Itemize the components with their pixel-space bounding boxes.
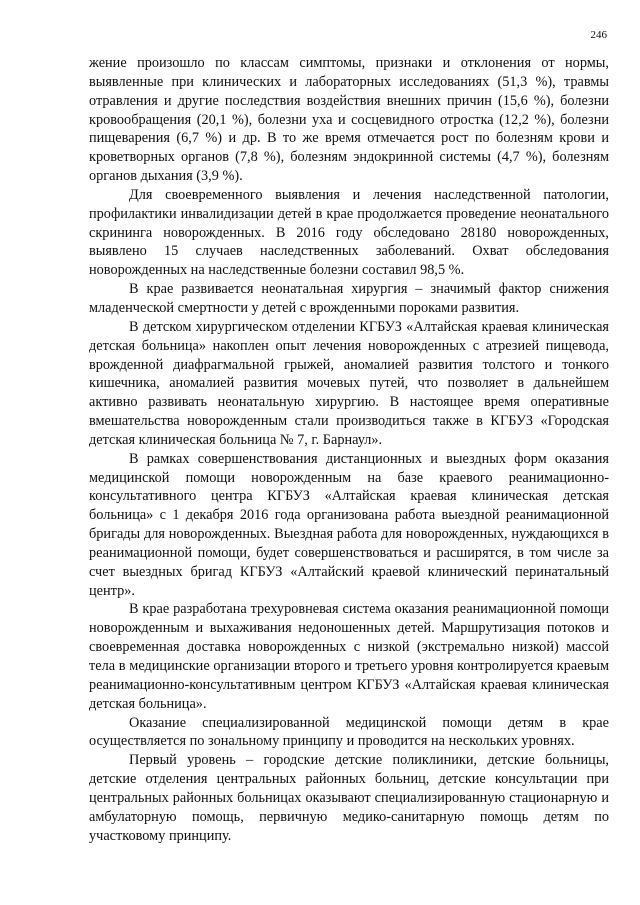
paragraph-three-level-system: В крае разработана трехуровневая система оказания реанимационной помощи новорожденным и выхаживания недоношенных детей. Маршрутизация потоков и своевременная доставка новорожденных с низкой (экстремально низкой) массой тела в медицинские организации второго и третьего уровня контролируется краевым реанимационно-консультативным центром КГБУЗ «Алтайская краевая клиническая детская больница». (89, 601, 609, 712)
paragraph-surgical-department: В детском хирургическом отделении КГБУЗ «Алтайская краевая клиническая детская больница» накоплен опыт лечения новорожденных с атрезией пищевода, врожденной диафрагмальной грыжей, аномалией развития толстого и тонкого кишечника, аномалией развития мочевых путей, что позволяет в дальнейшем активно развивать неонатальную хирургию. В настоящее время оперативные вмешательства новорожденным стали производиться также в КГБУЗ «Городская детская клиническая больница № 7, г. Барнаул». (89, 318, 609, 448)
document-body (89, 54, 609, 845)
paragraph-disease-growth: жение произошло по классам симптомы, признаки и отклонения от нормы, выявленные при клинических и лабораторных исследованиях (51,3 %), травмы отравления и другие последствия воздействия внешних причин (15,6 %), болезни кровообращения (20,1 %), болезни уха и сосцевидного отростка (12,2 %), болезни пищеварения (6,7 %) и др. В то же время отмечается рост по болезням крови и кроветворных органов (7,8 %), болезням эндокринной системы (4,7 %), болезням органов дыхания (3,9 %). (89, 55, 609, 185)
paragraph-neonatal-surgery: В крае развивается неонатальная хирургия – значимый фактор снижения младенческой смертности у детей с врожденными пороками развития. (89, 281, 609, 316)
paragraph-zonal-principle: Оказание специализированной медицинской помощи детям в крае осуществляется по зональному принципу и проводится на нескольких уровнях. (89, 714, 609, 750)
paragraph-neonatal-screening: Для своевременного выявления и лечения наследственной патологии, профилактики инвалидизации детей в крае продолжается проведение неонатального скрининга новорожденных. В 2016 году обследовано 28180 новорожденных, выявлено 15 случаев наследственных заболеваний. Охват обследования новорожденных на наследственные болезни составил 98,5 %. (89, 186, 609, 279)
page-number: 246 (590, 29, 607, 41)
paragraph-first-level: Первый уровень – городские детские поликлиники, детские больницы, детские отделения центральных районных больниц, детские консультации при центральных районных больницах оказывают специализированную стационарную и амбулаторную помощь, первичную медико-санитарную помощь детям по участковому принципу. (89, 752, 609, 844)
paragraph-remote-care: В рамках совершенствования дистанционных и выездных форм оказания медицинской помощи новорожденным на базе краевого реанимационно-консультативного центра КГБУЗ «Алтайская краевая клиническая детская больница» с 1 декабря 2016 года организована работа выездной реанимационной бригады для новорожденных. Выездная работа для новорожденных, нуждающихся в реанимационной помощи, будет совершенствоваться и расширятся, в том числе за счет выездных бригад КГБУЗ «Алтайский краевой клинический перинатальный центр». (89, 450, 609, 599)
